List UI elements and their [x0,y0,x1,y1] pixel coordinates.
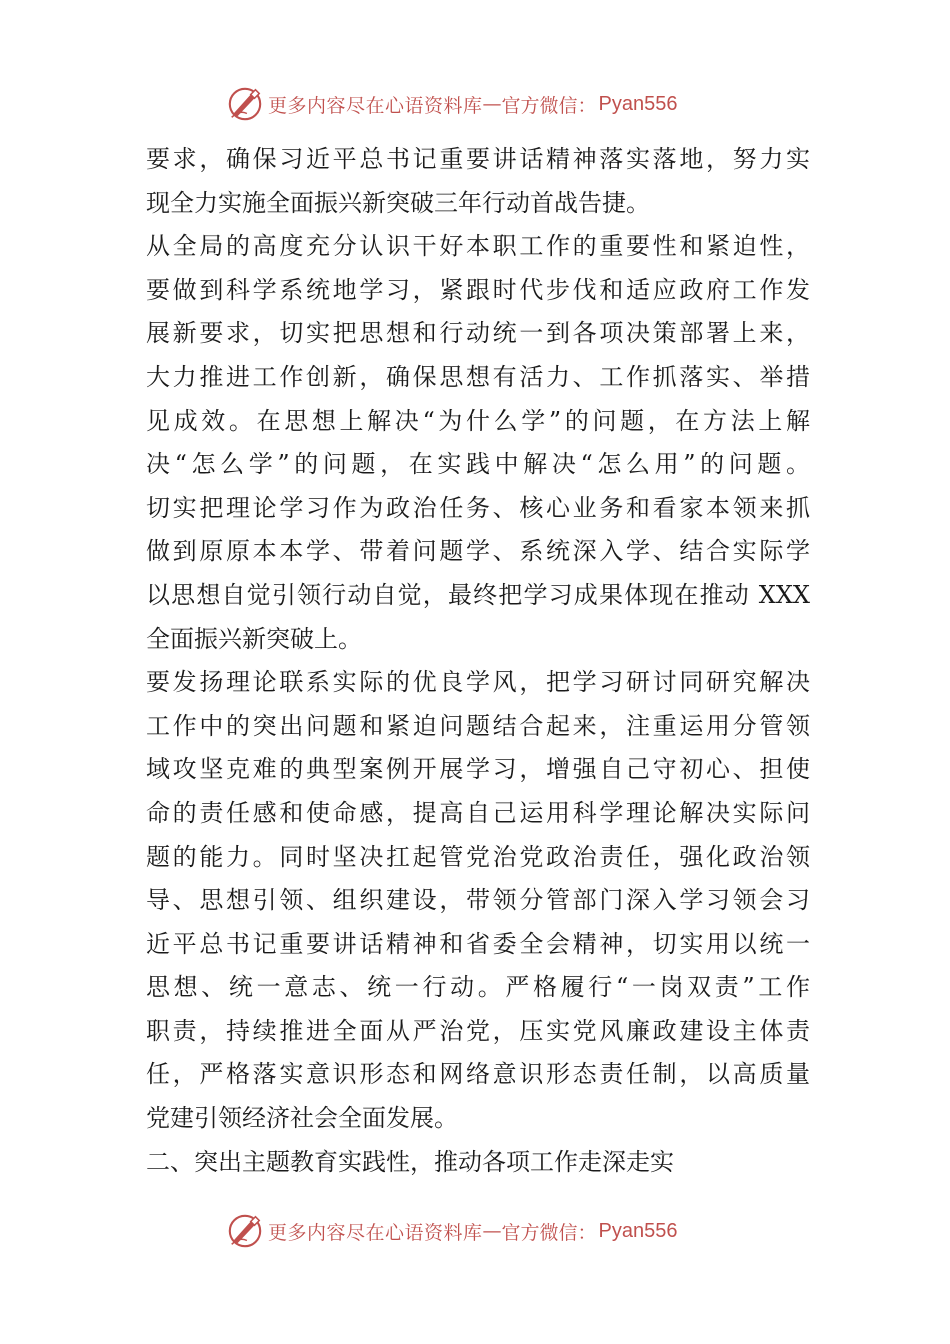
document-body [146,138,810,1184]
text-line: 题的能力。同时坚决扛起管党治党政治责任，强化政治领 [146,842,810,871]
section-heading: 二、突出主题教育实践性，推动各项工作走深走实 [146,1147,674,1176]
text-line: 大力推进工作创新，确保思想有活力、工作抓落实、举措 [146,362,810,391]
text-line: 要做到科学系统地学习，紧跟时代步伐和适应政府工作发 [146,275,810,304]
text-line: 思想、统一意志、统一行动。严格履行“一岗双责”工作 [146,973,810,1002]
footer-banner [226,1211,746,1251]
pen-circle-logo-icon [226,85,264,123]
text-line: 命的责任感和使命感，提高自己运用科学理论解决实际问 [146,798,810,827]
banner-wechat-label: 官方微信： [501,1221,597,1244]
text-line: 展新要求，切实把思想和行动统一到各项决策部署上来， [146,319,810,348]
pen-circle-logo-icon [226,1212,264,1250]
header-banner [226,84,746,124]
text-line: 以思想自觉引领行动自觉，最终把学习成果体现在推动 XXX [146,580,810,609]
text-line: 职责，持续推进全面从严治党，压实党风廉政建设主体责 [146,1016,810,1045]
text-line: 切实把理论学习作为政治任务、核心业务和看家本领来抓 [146,493,810,522]
text-line: 从全局的高度充分认识干好本职工作的重要性和紧迫性， [146,232,810,261]
text-line: 做到原原本本学、带着问题学、系统深入学、结合实际学 [146,537,810,566]
text-line: 要求，确保习近平总书记重要讲话精神落实落地，努力实 [146,145,810,173]
text-line: 见成效。在思想上解决“为什么学”的问题，在方法上解 [146,406,810,435]
banner-separator: — [482,1220,502,1242]
text-line: 要发扬理论联系实际的优良学风，把学习研讨同研究解决 [146,668,810,697]
text-line: 任，严格落实意识形态和网络意识形态责任制，以高质量 [146,1060,810,1089]
banner-slogan: 更多内容尽在心语资料库 [268,94,483,117]
banner-separator: — [482,93,502,115]
text-line: 现全力实施全面振兴新突破三年行动首战告捷。 [146,188,650,217]
text-line: 全面振兴新突破上。 [146,624,362,653]
banner-wechat-label: 官方微信： [501,94,597,117]
text-line: 工作中的突出问题和紧迫问题结合起来，注重运用分管领 [146,711,810,740]
text-line: 导、思想引领、组织建设，带领分管部门深入学习领会习 [146,886,810,915]
text-line: 近平总书记重要讲话精神和省委全会精神，切实用以统一 [146,929,810,958]
text-line: 域攻坚克难的典型案例开展学习，增强自己守初心、担使 [146,755,810,784]
text-line: 决“怎么学”的问题，在实践中解决“怎么用”的问题。 [146,450,810,479]
banner-wechat-id: Pyan556 [598,1219,678,1242]
banner-slogan: 更多内容尽在心语资料库 [268,1221,483,1244]
banner-wechat-id: Pyan556 [598,92,678,115]
text-line: 党建引领经济社会全面发展。 [146,1104,458,1133]
